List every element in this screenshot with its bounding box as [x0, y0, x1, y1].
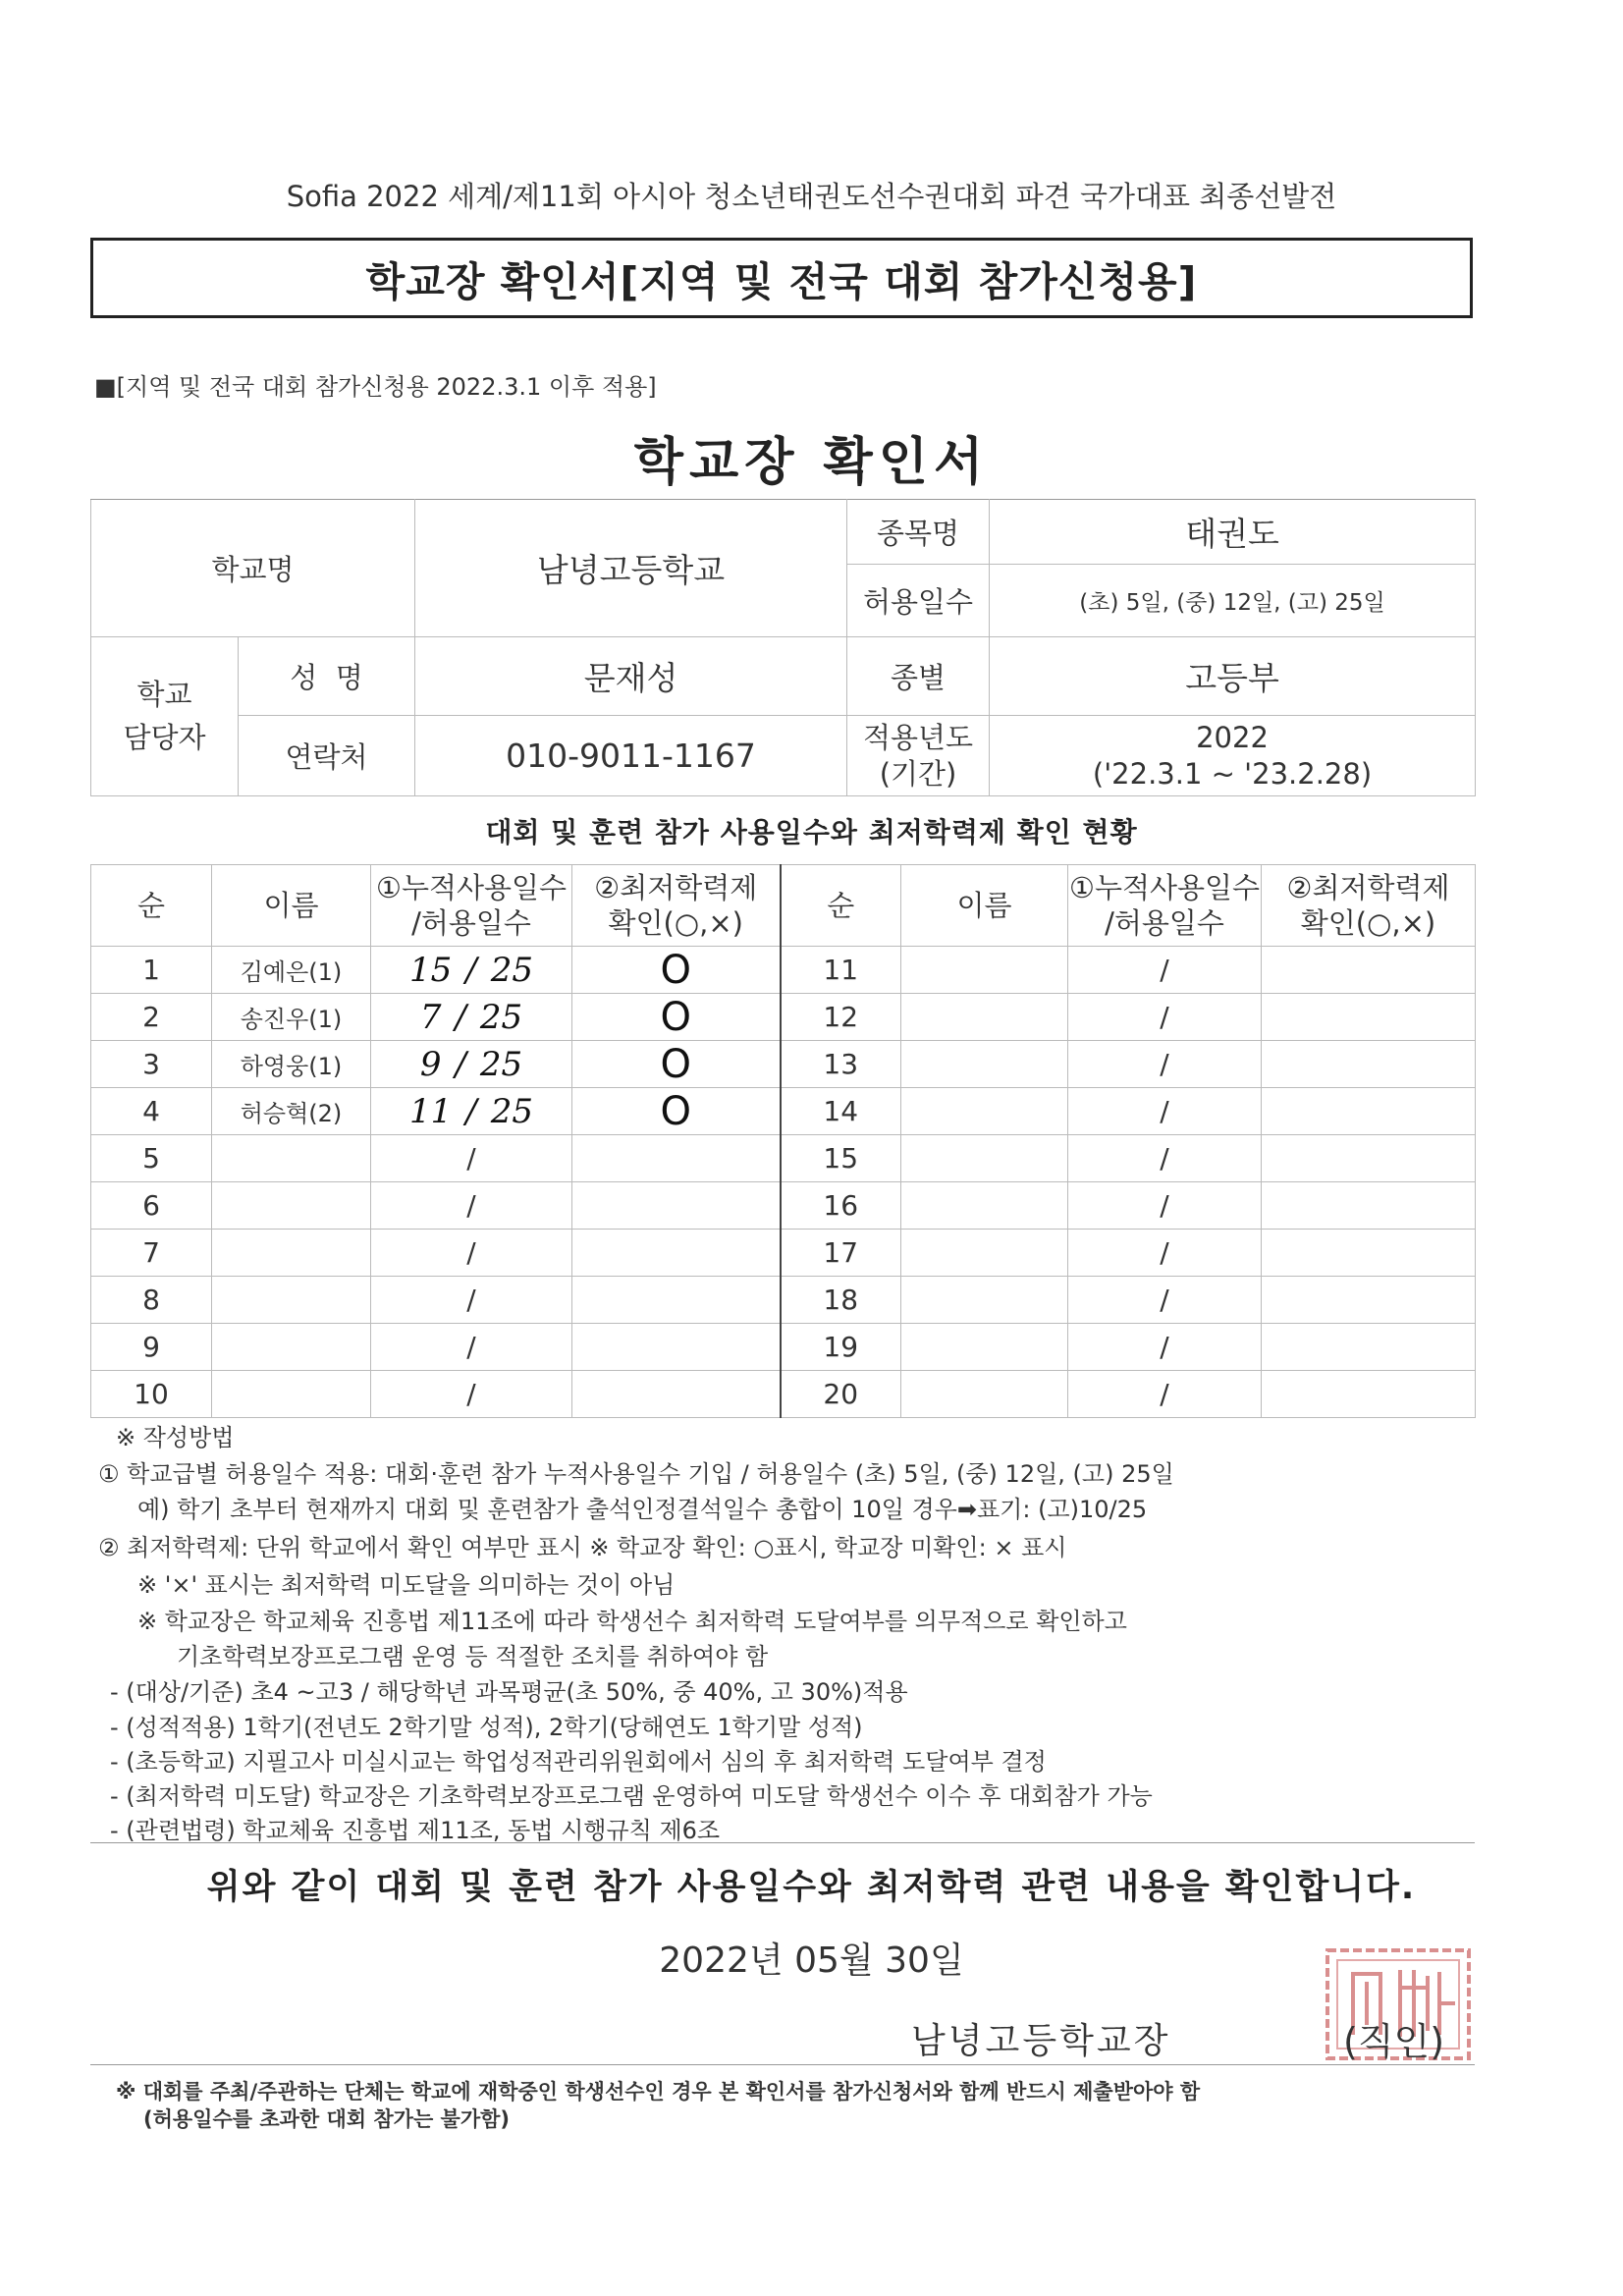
allowed-days-value: (초) 5일, (중) 12일, (고) 25일	[990, 565, 1476, 637]
category-label: 종별	[847, 637, 990, 716]
days-slash: /	[1068, 1371, 1262, 1418]
table-row	[91, 1135, 1476, 1182]
academic-check-mark	[1262, 1182, 1476, 1230]
sport-value: 태권도	[990, 500, 1476, 565]
table-row	[91, 1041, 1476, 1088]
academic-check-mark	[1262, 947, 1476, 994]
table-row	[91, 1230, 1476, 1277]
days-allowed: 25	[479, 997, 523, 1037]
instructions-heading: ※ 작성방법	[116, 1424, 235, 1451]
row-no: 17	[781, 1230, 901, 1277]
academic-check-mark	[572, 1135, 781, 1182]
row-no: 13	[781, 1041, 901, 1088]
days-slash: /	[1068, 1088, 1262, 1135]
school-info-table	[90, 499, 1476, 796]
table-row	[91, 994, 1476, 1041]
academic-check-mark	[1262, 1135, 1476, 1182]
academic-check-mark	[572, 1277, 781, 1324]
days-allowed: 25	[490, 1091, 533, 1131]
instruction-line: - (대상/기준) 초4 ~고3 / 해당학년 과목평균(초 50%, 중 40%, 고 30%)적용	[110, 1678, 908, 1706]
instruction-line: 예) 학기 초부터 현재까지 대회 및 훈련참가 출석인정결석일수 총합이 10일 경우➡표기: (고)10/25	[137, 1496, 1148, 1523]
days-used-over-allowed	[371, 1182, 572, 1230]
instruction-line: - (초등학교) 지필고사 미실시교는 학업성적관리위원회에서 심의 후 최저학력 도달여부 결정	[110, 1748, 1047, 1776]
issue-date: 2022년 05월 30일	[659, 1941, 964, 1981]
instructions-divider	[90, 1842, 1475, 1843]
row-no: 20	[781, 1371, 901, 1418]
days-slash: /	[455, 1044, 466, 1084]
name-label: 성 명	[239, 637, 415, 716]
student-name	[901, 1088, 1068, 1135]
footer-note: (허용일수를 초과한 대회 참가는 불가함)	[143, 2107, 511, 2131]
contact-person-label: 학교 담당자	[91, 637, 239, 796]
student-name	[212, 1371, 371, 1418]
table-row	[91, 1371, 1476, 1418]
period-label: 적용년도 (기간)	[847, 716, 990, 796]
header-days: ①누적사용일수 /허용일수	[371, 865, 572, 947]
student-name	[901, 1277, 1068, 1324]
days-slash: /	[1068, 1135, 1262, 1182]
days-allowed: 25	[479, 1044, 523, 1084]
row-no: 9	[91, 1324, 212, 1371]
days-slash: /	[1068, 1182, 1262, 1230]
row-no: 12	[781, 994, 901, 1041]
row-no: 6	[91, 1182, 212, 1230]
student-name	[212, 1182, 371, 1230]
academic-check-mark: O	[572, 1088, 781, 1135]
header-name: 이름	[212, 865, 371, 947]
student-name	[212, 1324, 371, 1371]
row-no: 4	[91, 1088, 212, 1135]
row-no: 19	[781, 1324, 901, 1371]
seal-label: (직인)	[1343, 2020, 1445, 2063]
days-slash: /	[1068, 1277, 1262, 1324]
days-slash: /	[465, 1091, 477, 1131]
days-slash: /	[455, 997, 466, 1037]
row-no: 2	[91, 994, 212, 1041]
academic-check-mark	[572, 1324, 781, 1371]
row-no: 10	[91, 1371, 212, 1418]
student-name	[901, 1041, 1068, 1088]
principal-name: 남녕고등학교장	[911, 2021, 1171, 2061]
student-name: 김예은(1)	[212, 947, 371, 994]
academic-check-mark	[572, 1371, 781, 1418]
days-slash: /	[1068, 994, 1262, 1041]
table-row	[91, 947, 1476, 994]
academic-check-mark	[1262, 1277, 1476, 1324]
row-no: 7	[91, 1230, 212, 1277]
academic-check-mark	[572, 1182, 781, 1230]
row-no: 8	[91, 1277, 212, 1324]
sport-label: 종목명	[847, 500, 990, 565]
student-name	[901, 1371, 1068, 1418]
usage-table	[90, 864, 1476, 1418]
table-row	[91, 1277, 1476, 1324]
status-section-title: 대회 및 훈련 참가 사용일수와 최저학력제 확인 현황	[485, 816, 1138, 848]
row-no: 11	[781, 947, 901, 994]
instruction-line: 기초학력보장프로그램 운영 등 적절한 조치를 취하여야 함	[177, 1643, 769, 1670]
days-used-over-allowed	[371, 1088, 572, 1135]
name-value: 문재성	[415, 637, 847, 716]
phone-value: 010-9011-1167	[415, 716, 847, 796]
row-no: 5	[91, 1135, 212, 1182]
days-used-over-allowed	[371, 1230, 572, 1277]
days-used-over-allowed	[371, 1371, 572, 1418]
academic-check-mark	[1262, 1324, 1476, 1371]
row-no: 18	[781, 1277, 901, 1324]
academic-check-mark	[1262, 1088, 1476, 1135]
footer-divider	[90, 2064, 1475, 2065]
academic-check-mark: O	[572, 947, 781, 994]
header-name: 이름	[901, 865, 1068, 947]
student-name	[212, 1277, 371, 1324]
table-row	[91, 1324, 1476, 1371]
days-slash: /	[466, 1284, 476, 1316]
academic-check-mark	[1262, 994, 1476, 1041]
student-name	[901, 1182, 1068, 1230]
days-used-over-allowed	[371, 1277, 572, 1324]
student-name	[212, 1230, 371, 1277]
header-no: 순	[91, 865, 212, 947]
student-name: 하영웅(1)	[212, 1041, 371, 1088]
days-used: 9	[419, 1044, 442, 1084]
school-name-value: 남녕고등학교	[415, 500, 847, 637]
academic-check-mark	[572, 1230, 781, 1277]
row-no: 15	[781, 1135, 901, 1182]
instruction-line: ① 학교급별 허용일수 적용: 대회·훈련 참가 누적사용일수 기입 / 허용일수 (초) 5일, (중) 12일, (고) 25일	[98, 1460, 1174, 1488]
academic-check-mark	[1262, 1230, 1476, 1277]
student-name	[901, 1324, 1068, 1371]
confirmation-statement: 위와 같이 대회 및 훈련 참가 사용일수와 최저학력 관련 내용을 확인합니다.	[206, 1868, 1417, 1907]
form-title: 학교장 확인서	[633, 433, 990, 492]
student-name	[212, 1135, 371, 1182]
days-used: 7	[419, 997, 442, 1037]
days-used-over-allowed	[371, 994, 572, 1041]
header-academic: ②최저학력제 확인(○,×)	[1262, 865, 1476, 947]
student-name: 허승혁(2)	[212, 1088, 371, 1135]
academic-check-mark	[1262, 1371, 1476, 1418]
days-slash: /	[1068, 1324, 1262, 1371]
instruction-line: ※ 학교장은 학교체육 진흥법 제11조에 따라 학생선수 최저학력 도달여부를 의무적으로 확인하고	[137, 1608, 1127, 1635]
days-slash: /	[1068, 947, 1262, 994]
days-slash: /	[465, 950, 477, 990]
days-slash: /	[1068, 1041, 1262, 1088]
applied-note: ■[지역 및 전국 대회 참가신청용 2022.3.1 이후 적용]	[94, 373, 657, 401]
footer-note: ※ 대회를 주최/주관하는 단체는 학교에 재학중인 학생선수인 경우 본 확인서를 참가신청서와 함께 반드시 제출받아야 함	[116, 2080, 1201, 2104]
header-academic: ②최저학력제 확인(○,×)	[572, 865, 781, 947]
competition-title: Sofia 2022 세계/제11회 아시아 청소년태권도선수권대회 파견 국가대표 최종선발전	[286, 180, 1337, 213]
academic-check-mark: O	[572, 1041, 781, 1088]
days-slash: /	[466, 1189, 476, 1222]
days-slash: /	[466, 1378, 476, 1410]
header-days: ①누적사용일수 /허용일수	[1068, 865, 1262, 947]
days-used-over-allowed	[371, 947, 572, 994]
category-value: 고등부	[990, 637, 1476, 716]
days-slash: /	[466, 1331, 476, 1363]
school-name-label: 학교명	[91, 500, 415, 637]
academic-check-mark	[1262, 1041, 1476, 1088]
period-value: 2022 ('22.3.1 ~ '23.2.28)	[990, 716, 1476, 796]
student-name	[901, 1135, 1068, 1182]
instruction-line: ※ '×' 표시는 최저학력 미도달을 의미하는 것이 아님	[137, 1571, 676, 1599]
header-no: 순	[781, 865, 901, 947]
days-used: 11	[409, 1091, 453, 1131]
row-no: 1	[91, 947, 212, 994]
instruction-line: - (최저학력 미도달) 학교장은 기초학력보장프로그램 운영하여 미도달 학생선수 이수 후 대회참가 가능	[110, 1782, 1153, 1810]
days-used-over-allowed	[371, 1041, 572, 1088]
phone-label: 연락처	[239, 716, 415, 796]
days-allowed: 25	[490, 950, 533, 990]
instruction-line: - (관련법령) 학교체육 진흥법 제11조, 동법 시행규칙 제6조	[110, 1817, 721, 1844]
days-slash: /	[1068, 1230, 1262, 1277]
days-slash: /	[466, 1142, 476, 1175]
days-used-over-allowed	[371, 1135, 572, 1182]
days-used-over-allowed	[371, 1324, 572, 1371]
days-used: 15	[409, 950, 453, 990]
document-banner-title: 학교장 확인서[지역 및 전국 대회 참가신청용]	[90, 238, 1473, 318]
table-row	[91, 1088, 1476, 1135]
allowed-days-label: 허용일수	[847, 565, 990, 637]
instruction-line: - (성적적용) 1학기(전년도 2학기말 성적), 2학기(당해연도 1학기말 성적)	[110, 1714, 863, 1741]
student-name	[901, 1230, 1068, 1277]
student-name: 송진우(1)	[212, 994, 371, 1041]
row-no: 3	[91, 1041, 212, 1088]
table-row	[91, 1182, 1476, 1230]
days-slash: /	[466, 1236, 476, 1269]
row-no: 14	[781, 1088, 901, 1135]
student-name	[901, 994, 1068, 1041]
student-name	[901, 947, 1068, 994]
instruction-line: ② 최저학력제: 단위 학교에서 확인 여부만 표시 ※ 학교장 확인: ○표시, 학교장 미확인: × 표시	[98, 1534, 1067, 1561]
row-no: 16	[781, 1182, 901, 1230]
academic-check-mark: O	[572, 994, 781, 1041]
